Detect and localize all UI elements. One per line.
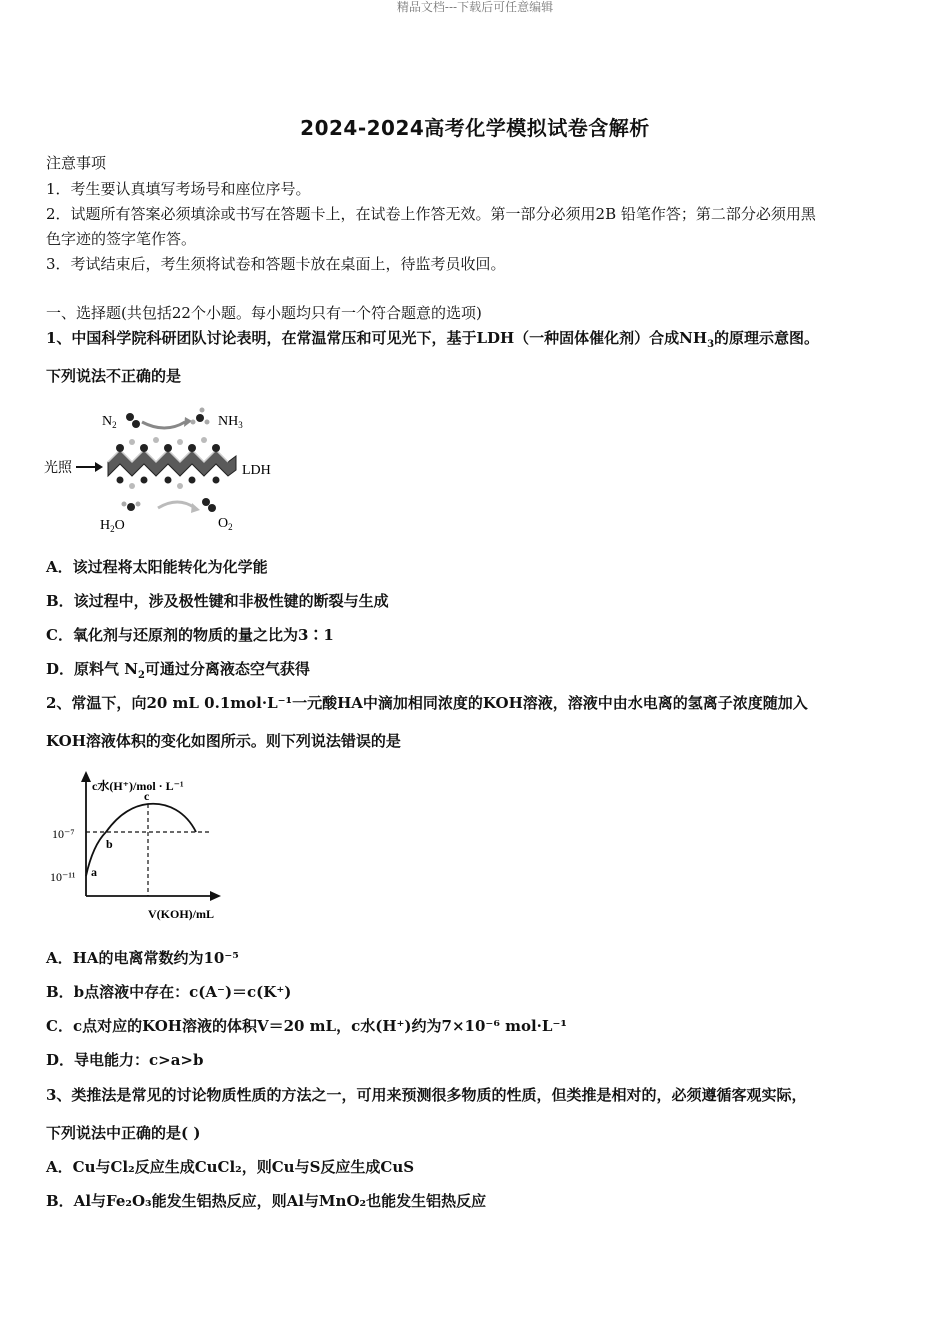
nh3-atom — [200, 408, 205, 413]
header-note: 精品文档---下载后可任意编辑 — [396, 0, 554, 14]
o2-label: $O_2$ — [218, 516, 233, 532]
point-label-b: b — [106, 837, 113, 851]
nh3-atom — [191, 420, 196, 425]
o2-atom — [208, 504, 216, 512]
n2-atom — [132, 420, 140, 428]
q2-stem-line2: KOH溶液体积的变化如图所示。则下列说法错误的是 — [46, 732, 401, 750]
arrow-head — [191, 503, 200, 513]
reaction-arrow-top — [142, 422, 185, 428]
q1-stem-line1: 1、中国科学院科研团队讨论表明，在常温常压和可见光下，基于LDH（一种固体催化剂）合成$NH_3$的原理示意图。 — [46, 329, 820, 350]
q3-option-b: B．Al与Fe₂O₃能发生铝热反应，则Al与MnO₂也能发生铝热反应 — [46, 1192, 487, 1210]
n2-label: $N_2$ — [102, 414, 117, 430]
nh3-atom — [205, 420, 210, 425]
notice-item-3: 3．考试结束后，考生须将试卷和答题卡放在桌面上，待监考员收回。 — [46, 255, 506, 273]
o2-atom — [202, 498, 210, 506]
notice-item-2-cont: 色字迹的签字笔作答。 — [46, 230, 197, 248]
q1-option-b: B．该过程中，涉及极性键和非极性键的断裂与生成 — [46, 592, 389, 610]
q3-stem-line1: 3、类推法是常见的讨论物质性质的方法之一，可用来预测很多物质的性质，但类推是相对的，必须遵循客观实际， — [46, 1086, 807, 1104]
notice-heading: 注意事项 — [46, 154, 107, 172]
q1-option-d: D．原料气 $N_2$可通过分离液态空气获得 — [46, 660, 310, 681]
h2o-atom — [127, 503, 135, 511]
notice-item-2: 2．试题所有答案必须填涂或书写在答题卡上，在试卷上作答无效。第一部分必须用2B 铅笔作答；第二部分必须用黑 — [46, 205, 816, 223]
nh3-atom — [196, 414, 204, 422]
q2-option-a: A．HA的电离常数约为10⁻⁵ — [46, 949, 239, 967]
light-arrow-head — [95, 462, 103, 472]
ldh-label: LDH — [242, 463, 271, 478]
ldh-diagram — [40, 400, 290, 540]
ldh-structure — [108, 437, 236, 489]
h2o-atom — [136, 502, 141, 507]
light-label: 光照 — [44, 461, 72, 476]
x-axis-label: V(KOH)/mL — [148, 907, 214, 921]
y-tick-label: 10⁻¹¹ — [50, 870, 76, 884]
q1-stem-line2: 下列说法不正确的是 — [46, 367, 182, 385]
section-heading: 一、选择题(共包括22个小题。每小题均只有一个符合题意的选项) — [46, 304, 482, 322]
q2-stem-line1: 2、常温下，向20 mL 0.1mol·L⁻¹一元酸HA中滴加相同浓度的KOH溶液，溶液中由水电离的氢离子浓度随加入 — [46, 694, 808, 712]
x-axis-arrow — [210, 891, 221, 901]
q2-option-c: C．c点对应的KOH溶液的体积V＝20 mL，c水(H⁺)约为7×10⁻⁶ mol·L⁻¹ — [46, 1017, 567, 1035]
y-axis-label: c水(H⁺)/mol · L⁻¹ — [92, 779, 184, 793]
q2-option-b: B．b点溶液中存在：c(A⁻)＝c(K⁺) — [46, 983, 292, 1001]
data-curve — [86, 804, 196, 876]
point-label-c: c — [144, 789, 150, 803]
q3-stem-line2: 下列说法中正确的是( ) — [46, 1124, 201, 1142]
y-axis-arrow — [81, 771, 91, 782]
page-title: 2024-2024高考化学模拟试卷含解析 — [300, 116, 650, 140]
q1-option-c: C．氧化剂与还原剂的物质的量之比为3∶1 — [46, 626, 334, 644]
q1-option-a: A．该过程将太阳能转化为化学能 — [46, 558, 268, 576]
h2o-label: $H_2O$ — [100, 518, 125, 534]
nh3-label: $NH_3$ — [218, 414, 243, 430]
n2-atom — [126, 413, 134, 421]
reaction-arrow-bottom — [158, 502, 195, 508]
y-tick-label: 10⁻⁷ — [52, 827, 75, 841]
q3-option-a: A．Cu与Cl₂反应生成CuCl₂，则Cu与S反应生成CuS — [46, 1158, 415, 1176]
q2-option-d: D．导电能力：c>a>b — [46, 1051, 204, 1069]
notice-item-1: 1．考生要认真填写考场号和座位序号。 — [46, 180, 311, 198]
point-label-a: a — [91, 865, 97, 879]
q2-chart — [44, 768, 244, 928]
h2o-atom — [122, 502, 127, 507]
